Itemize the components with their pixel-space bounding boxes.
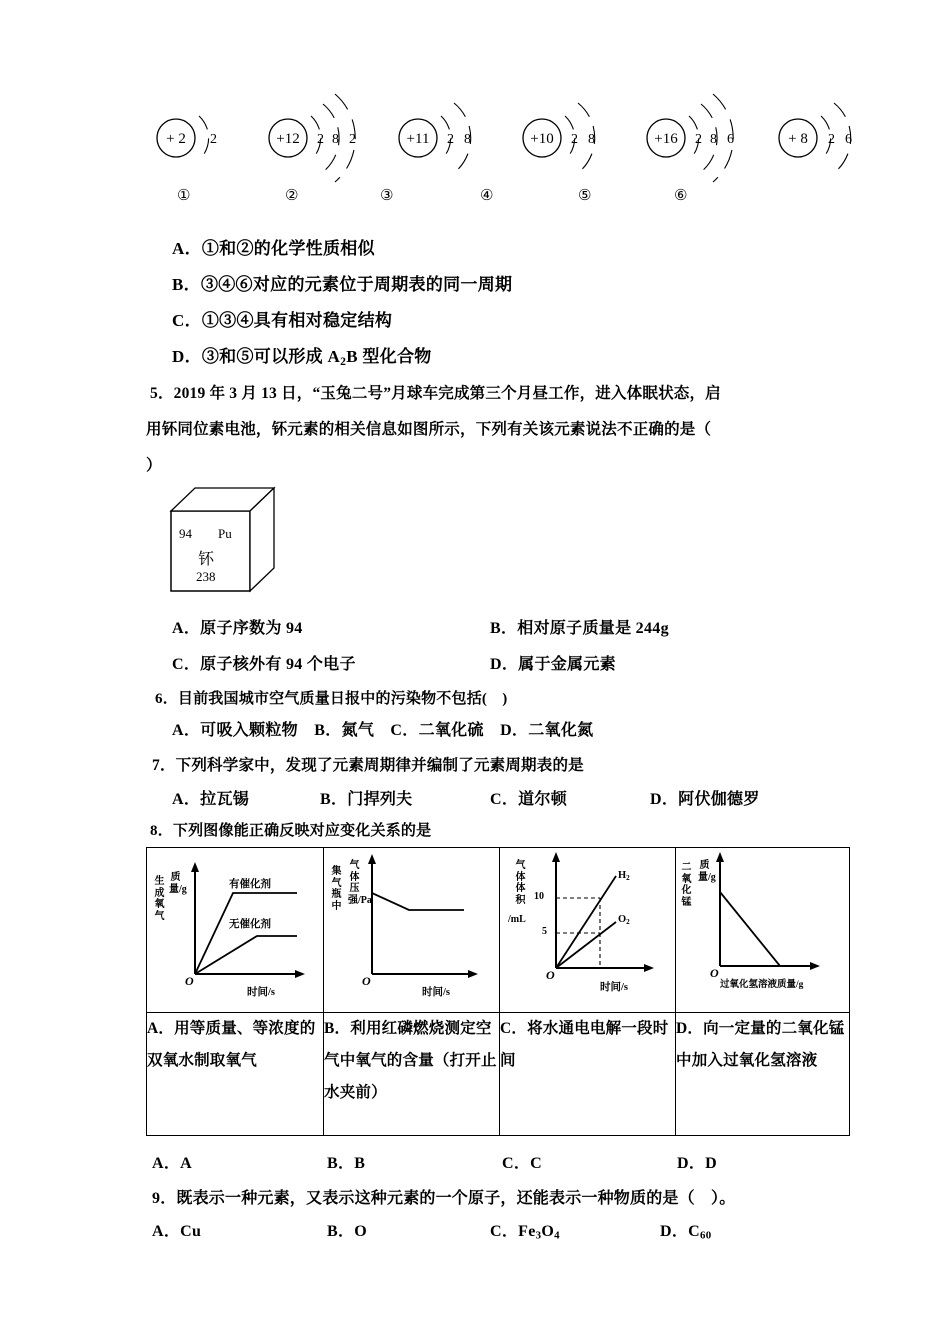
q9-stem: 9．既表示一种元素，又表示这种元素的一个原子，还能表示一种物质的是（ ）。: [152, 1190, 736, 1207]
atom-index-1: ①: [177, 186, 191, 204]
q7-option-d: D．阿伏伽德罗: [650, 791, 760, 808]
atom-index-5: ⑤: [578, 186, 592, 204]
chart-b-ylabel-1: 集气瓶中: [331, 866, 342, 912]
q9-option-d: [660, 1218, 712, 1242]
atom-shell-1-1: 2: [210, 132, 217, 147]
chart-cell-b: [324, 848, 500, 1013]
q8-answer-d: D．D: [677, 1155, 718, 1172]
q4-option-d: [172, 342, 432, 368]
atom-shell-3-1: 2: [447, 132, 454, 147]
q8-answer-a: A．A: [152, 1155, 193, 1172]
chart-a: [147, 848, 322, 1016]
table-row-charts: [147, 848, 850, 1013]
q5-stem-line2: 用钚同位素电池，钚元素的相关信息如图所示，下列有关该元素说法不正确的是（: [146, 421, 712, 438]
chart-d-origin: O: [710, 966, 719, 980]
atom-shell-6-2: 6: [845, 132, 852, 147]
table-row-captions: [147, 1013, 850, 1136]
atom-shell-6-1: 2: [828, 132, 835, 147]
q8-stem: 8．下列图像能正确反映对应变化关系的是: [150, 823, 432, 839]
chart-c-series-1-label: [618, 870, 630, 882]
q5-option-d: D．属于金属元素: [490, 656, 616, 673]
chart-c-ytick-10: 10: [534, 891, 544, 902]
q9-option-d-prefix: D．C: [660, 1223, 701, 1240]
atom-index-4: ④: [480, 186, 494, 204]
chart-cell-a: [147, 848, 324, 1013]
chart-d: [676, 848, 848, 1016]
q7-option-a: A．拉瓦锡: [172, 791, 250, 808]
chart-cell-d: [676, 848, 850, 1013]
atom-index-2: ②: [285, 186, 299, 204]
chart-b-ylabel-2: 气体压强/Pa: [348, 860, 372, 906]
atom-diagram-6: [770, 86, 890, 186]
atom-shell-5-2: 8: [710, 132, 717, 147]
q9-option-c-sub2: 4: [554, 1229, 560, 1242]
atom-diagram-2: [262, 86, 382, 186]
q5-option-a: A．原子序数为 94: [172, 620, 303, 637]
atom-charge-6: + 8: [788, 131, 808, 147]
q9-option-c-sub1: 3: [535, 1229, 542, 1242]
chart-c-ylabel-2: /mL: [508, 914, 526, 925]
chart-b-xlabel: 时间/s: [422, 987, 451, 998]
q7-option-b: B．门捍列夫: [320, 791, 413, 808]
q8-comparison-table: [146, 847, 850, 1136]
q9-option-d-sub: 60: [700, 1229, 712, 1242]
q4-option-d-prefix: D．③和⑤可以形成 A: [172, 347, 341, 366]
chart-c-series-2-sub: 2: [626, 917, 630, 926]
q5-stem-line3: ）: [146, 457, 162, 474]
q4-option-a: A．①和②的化学性质相似: [172, 239, 375, 258]
q4-option-d-suffix: B 型化合物: [346, 347, 432, 366]
chart-c-series-2-name: O: [618, 914, 627, 925]
cube-element-name: 钚: [198, 551, 215, 568]
atom-diagram-1: [146, 86, 266, 186]
chart-b: [324, 848, 498, 1016]
chart-a-ylabel-1: 生成氧气: [154, 876, 165, 922]
atom-shell-5-3: 6: [727, 132, 734, 147]
chart-a-xlabel: 时间/s: [247, 987, 276, 998]
chart-cell-c: [500, 848, 676, 1013]
atom-index-6: ⑥: [674, 186, 688, 204]
q7-stem: 7．下列科学家中，发现了元素周期律并编制了元素周期表的是: [152, 757, 584, 774]
caption-cell-d: D．向一定量的二氧化锰中加入过氧化氢溶液: [676, 1013, 850, 1136]
q7-option-c: C．道尔顿: [490, 791, 568, 808]
chart-d-ylabel-1: 二氧化锰: [681, 862, 692, 908]
atom-shell-5-1: 2: [695, 132, 702, 147]
q5-option-b: B．相对原子质量是 244g: [490, 620, 669, 637]
chart-c: [500, 848, 674, 1016]
atom-diagram-5: [640, 86, 760, 186]
q9-option-c-prefix: C．Fe: [490, 1223, 536, 1240]
atom-charge-4: +10: [530, 131, 554, 147]
q4-option-b: B．③④⑥对应的元素位于周期表的同一周期: [172, 275, 513, 294]
chart-c-ytick-5: 5: [542, 926, 547, 937]
chart-a-origin: O: [185, 974, 194, 988]
chart-c-series-1-name: H: [618, 870, 627, 881]
q4-option-c: C．①③④具有相对稳定结构: [172, 311, 393, 330]
chart-c-series-2-label: [618, 914, 630, 926]
q9-option-c-mid: O: [541, 1223, 555, 1240]
atom-charge-2: +12: [276, 131, 300, 147]
atom-diagram-3: [392, 86, 512, 186]
cube-mass-number: 238: [196, 569, 216, 584]
q8-answer-c: C．C: [502, 1155, 543, 1172]
q6-stem: 6．目前我国城市空气质量日报中的污染物不包括( ): [155, 691, 508, 707]
cube-atomic-number: 94: [179, 526, 192, 541]
chart-b-origin: O: [362, 974, 371, 988]
atom-shell-2-3: 2: [349, 132, 356, 147]
chart-c-origin: O: [546, 968, 555, 982]
atom-shell-4-2: 8: [588, 132, 595, 147]
chart-a-series-1-label: 有催化剂: [229, 879, 271, 890]
chart-c-series-1-sub: 2: [626, 873, 630, 882]
chart-a-ylabel-2: 质量/g: [169, 872, 187, 895]
atom-shell-2-1: 2: [317, 132, 324, 147]
atom-charge-5: +16: [654, 131, 678, 147]
q4-option-d-sub: 2: [340, 354, 347, 368]
atom-shell-4-1: 2: [571, 132, 578, 147]
chart-c-xlabel: 时间/s: [600, 982, 629, 993]
q9-option-b: B．O: [327, 1223, 368, 1240]
q9-option-c: [490, 1218, 560, 1242]
chart-d-xlabel: 过氧化氢溶液质量/g: [720, 980, 804, 990]
chart-a-series-2-label: 无催化剂: [229, 919, 271, 930]
q5-stem-line1: 5．2019 年 3 月 13 日，“玉兔二号”月球车完成第三个月昼工作，进入体眠状态，启: [150, 385, 721, 402]
q6-options: A．可吸入颗粒物 B．氮气 C．二氧化硫 D．二氧化氮: [172, 722, 594, 739]
atom-diagram-4: [516, 86, 636, 186]
q5-option-c: C．原子核外有 94 个电子: [172, 656, 356, 673]
caption-cell-a: A．用等质量、等浓度的双氧水制取氧气: [147, 1013, 324, 1136]
caption-cell-c: C．将水通电电解一段时间: [500, 1013, 676, 1136]
chart-d-ylabel-2: 质量/g: [698, 860, 716, 883]
q9-option-a: A．Cu: [152, 1223, 202, 1240]
atom-charge-3: +11: [406, 131, 430, 147]
q8-answer-b: B．B: [327, 1155, 366, 1172]
cube-element-symbol: Pu: [218, 526, 232, 541]
atom-index-row: [146, 186, 846, 210]
plutonium-cube-diagram: [168, 484, 288, 594]
atom-shell-3-2: 8: [464, 132, 471, 147]
atom-index-3: ③: [380, 186, 394, 204]
caption-cell-b: B．利用红磷燃烧测定空气中氧气的含量（打开止水夹前）: [324, 1013, 500, 1136]
chart-c-ylabel-1: 气体体积: [515, 860, 526, 906]
atom-shell-2-2: 8: [332, 132, 339, 147]
atom-charge-1: + 2: [166, 131, 186, 147]
